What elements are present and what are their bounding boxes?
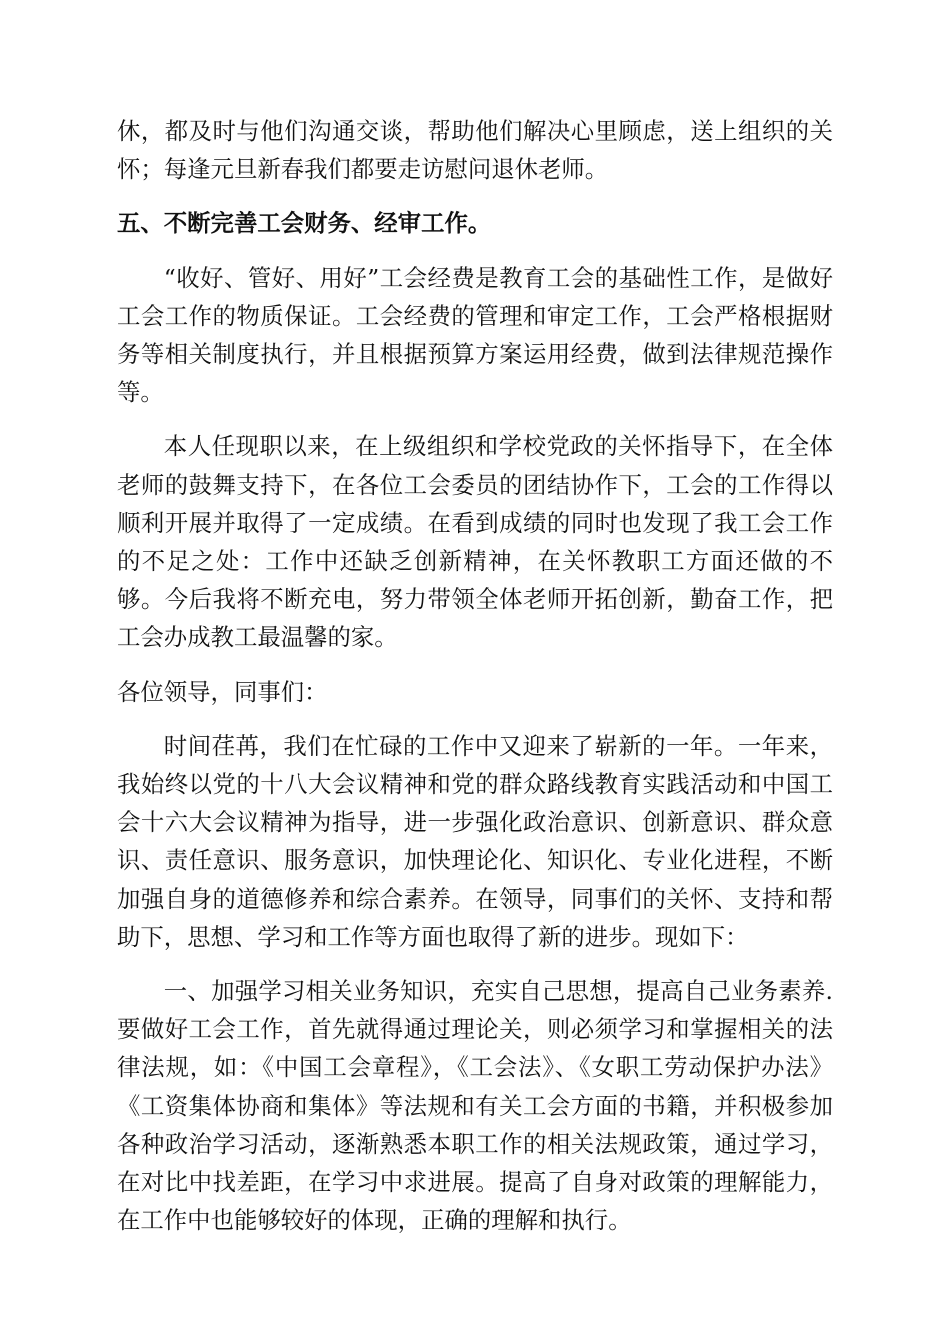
paragraph-self-review: 本人任现职以来，在上级组织和学校党政的关怀指导下，在全体老师的鼓舞支持下，在各位工会委员的团结协作下，工会的工作得以顺利开展并取得了一定成绩。在看到成绩的同时也发现了我工会工作的不足之处：工作中还缺乏创新精神，在关怀教职工方面还做的不够。今后我将不断充电，努力带领全体老师开拓创新，勤奋工作，把工会办成教工最温馨的家。 [117, 432, 833, 652]
salutation: 各位领导，同事们： [117, 677, 328, 706]
paragraph-study-section-1: 一、加强学习相关业务知识，充实自己思想，提高自己业务素养.要做好工会工作，首先就得通过理论关，则必须学习和掌握相关的法律法规，如：《中国工会章程》，《工会法》、《女职工劳动保护办法》《工资集体协商和集体》等法规和有关工会方面的书籍，并积极参加各种政治学习活动，逐渐熟悉本职工作的相关法规政策，通过学习，在对比中找差距，在学习中求进展。提高了自身对政策的理解能力，在工作中也能够较好的体现，正确的理解和执行。 [117, 977, 833, 1235]
paragraph-year-summary: 时间荏苒，我们在忙碌的工作中又迎来了崭新的一年。一年来，我始终以党的十八大会议精神和党的群众路线教育实践活动和中国工会十六大会议精神为指导，进一步强化政治意识、创新意识、群众意识、责任意识、服务意识，加快理论化、知识化、专业化进程，不断加强自身的道德修养和综合素养。在领导，同事们的关怀、支持和帮助下，思想、学习和工作等方面也取得了新的进步。现如下： [117, 731, 833, 951]
document-body [117, 112, 833, 1239]
section-heading-5: 五、不断完善工会财务、经审工作。 [117, 209, 492, 238]
paragraph-union-funds: “收好、管好、用好”工会经费是教育工会的基础性工作，是做好工会工作的物质保证。工会经费的管理和审定工作，工会严格根据财务等相关制度执行，并且根据预算方案运用经费，做到法律规范操作等。 [117, 263, 833, 407]
paragraph-retiree-care: 休，都及时与他们沟通交谈，帮助他们解决心里顾虑，送上组织的关怀；每逢元旦新春我们都要走访慰问退休老师。 [117, 117, 833, 184]
